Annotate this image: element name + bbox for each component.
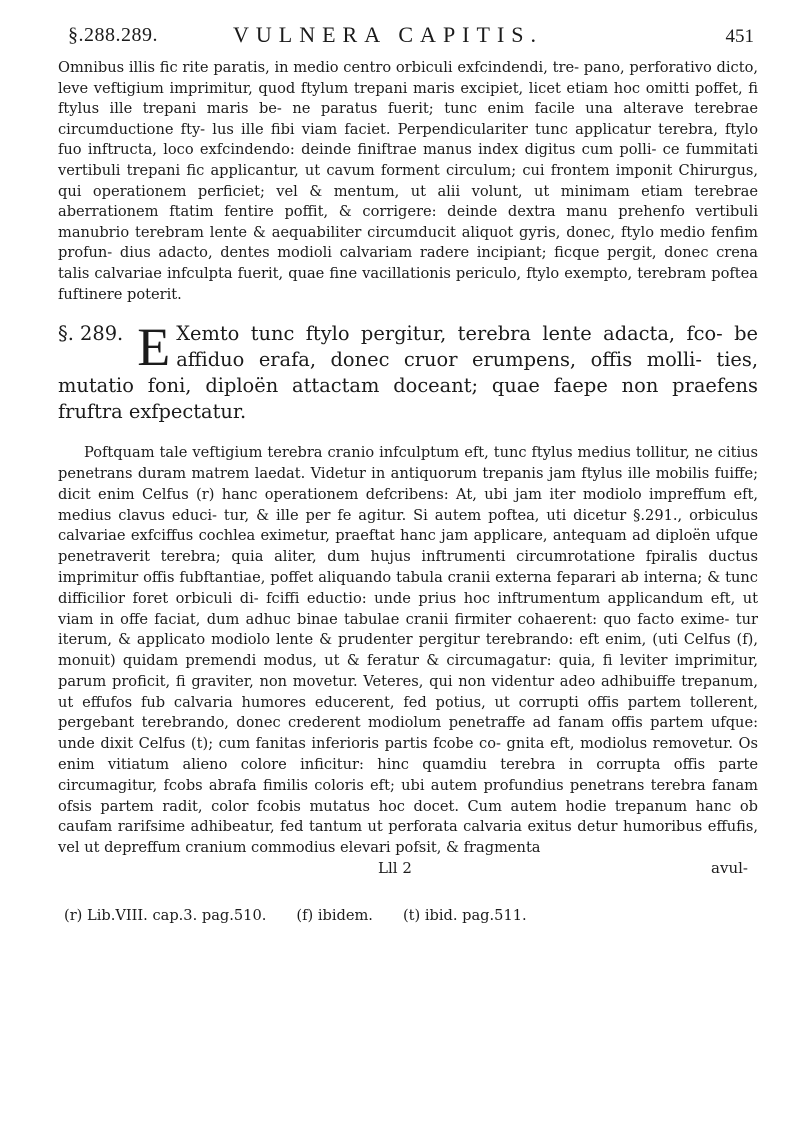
signature-mark: Lll 2 bbox=[378, 859, 412, 878]
section-289-text: Xemto tunc ftylo pergitur, terebra lente adacta, fco- be affiduo erafa, donec cruor erumpens, offis molli- ties, mutatio foni, diploën attactam doceant; quae faepe non praefens fruftra exfpectatur. bbox=[58, 322, 758, 424]
running-header bbox=[58, 20, 758, 54]
drop-cap: E bbox=[137, 317, 171, 378]
footnote-t: (t) ibid. pag.511. bbox=[402, 907, 527, 925]
section-number: §. 289. bbox=[58, 322, 124, 346]
footnotes bbox=[58, 907, 758, 924]
paragraph-1: Omnibus illis fic rite paratis, in medio centro orbiculi exfcindendi, tre- pano, perforativo dicto, leve veftigium imprimitur, quod ftylum trepani maris excipiet, licet etiam hoc omitti poffet, fi ftylus ille trepani maris be- ne paratus fuerit; tunc enim facile una alterave terebrae circumductione fty- lus ille fibi viam faciet. Perpendiculariter tunc applicatur terebra, ftylo fuo inftructa, loco exfcindendo: deinde finiftrae manus index digitus cum polli- ce fummitati vertibuli trepani fic applicantur, ut cavum forment circulum; cui frontem imponit Chirurgus, qui operationem perficiet; vel & mentum, ut alii volunt, ut minimam etiam terebrae aberrationem ftatim fentire poffit, & corrigere: deinde dextra manu prehenfo vertibuli manubrio terebram lente & aequabiliter circumducit aliquot gyris, donec, ftylo medio fenfim profun- dius adacto, dentes modioli calvariam radere incipiant; ficque pergit, donec crena talis calvariae infculpta fuerit, quae fine vacillationis periculo, ftylo exempto, terebram poftea fuftinere poterit. bbox=[58, 59, 758, 303]
signature-line bbox=[58, 859, 758, 881]
paragraph-3: Poftquam tale veftigium terebra cranio infculptum eft, tunc ftylus medius tollitur, ne citius penetrans duram matrem laedat. Videtur in antiquorum trepanis jam ftylus ille mobilis fuiffe; dicit enim Celfus (r) hanc operationem defcribens: At, ubi jam iter modiolo impreffum eft, medius clavus educi- tur, & ille per fe agitur. Si autem poftea, uti dicetur §.291., orbiculus calvariae exfciffus cochlea eximetur, praeftat hanc jam applicare, antequam ad diploën ufque penetraverit terebra; quia aliter, dum hujus inftrumenti circumrotatione fpiralis ductus imprimitur offis fubftantiae, poffet aliquando tabula cranii externa feparari ab interna; & tunc difficilior foret orbiculi di- fciffi eductio: unde prius hoc inftrumentum applicandum eft, ut viam in offe faciat, dum adhuc binae tabulae cranii firmiter cohaerent: quo facto exime- tur iterum, & applicato modiolo lente & prudenter pergitur terebrando: eft enim, (uti Celfus (f), monuit) quidam premendi modus, ut & feratur & circumagatur: quia, fi leviter imprimitur, parum proficit, fi graviter, non movetur. Veteres, qui non videntur adeo adhibuiffe trepanum, ut effufos fub calvaria humores educerent, fed potius, ut corrupti offis partem tollerent, pergebant terebrando, donec crederent modiolum penetraffe ad fanam offis partem ufque: unde dixit Celfus (t); cum fanitas inferioris partis fcobe co- gnita eft, modiolus removetur. Os enim vitiatum alieno colore inficitur: hinc quamdiu terebra in corrupta offis parte circumagitur, fcobs abrafa fimilis coloris eft; ubi autem profundius penetrans terebra fanam ofsis partem radit, color fcobis mutatus hoc docet. Cum autem hodie trepanum hanc ob caufam rarifsime adhibeatur, fed tantum ut perforata calvaria exitus detur humoribus effufis, vel ut depreffum cranium commodius elevari pofsit, & fragmenta bbox=[58, 444, 758, 857]
catchword: avul- bbox=[711, 859, 748, 878]
header-section-range: §.288.289. bbox=[68, 24, 158, 46]
book-page bbox=[58, 20, 758, 924]
header-title: VULNERA CAPITIS. bbox=[233, 22, 544, 47]
page-number: 451 bbox=[725, 26, 754, 47]
paragraph-section-289 bbox=[58, 317, 758, 425]
footnote-r: (r) Lib.VIII. cap.3. pag.510. bbox=[64, 907, 267, 925]
footnote-f: (f) ibidem. bbox=[296, 907, 373, 925]
